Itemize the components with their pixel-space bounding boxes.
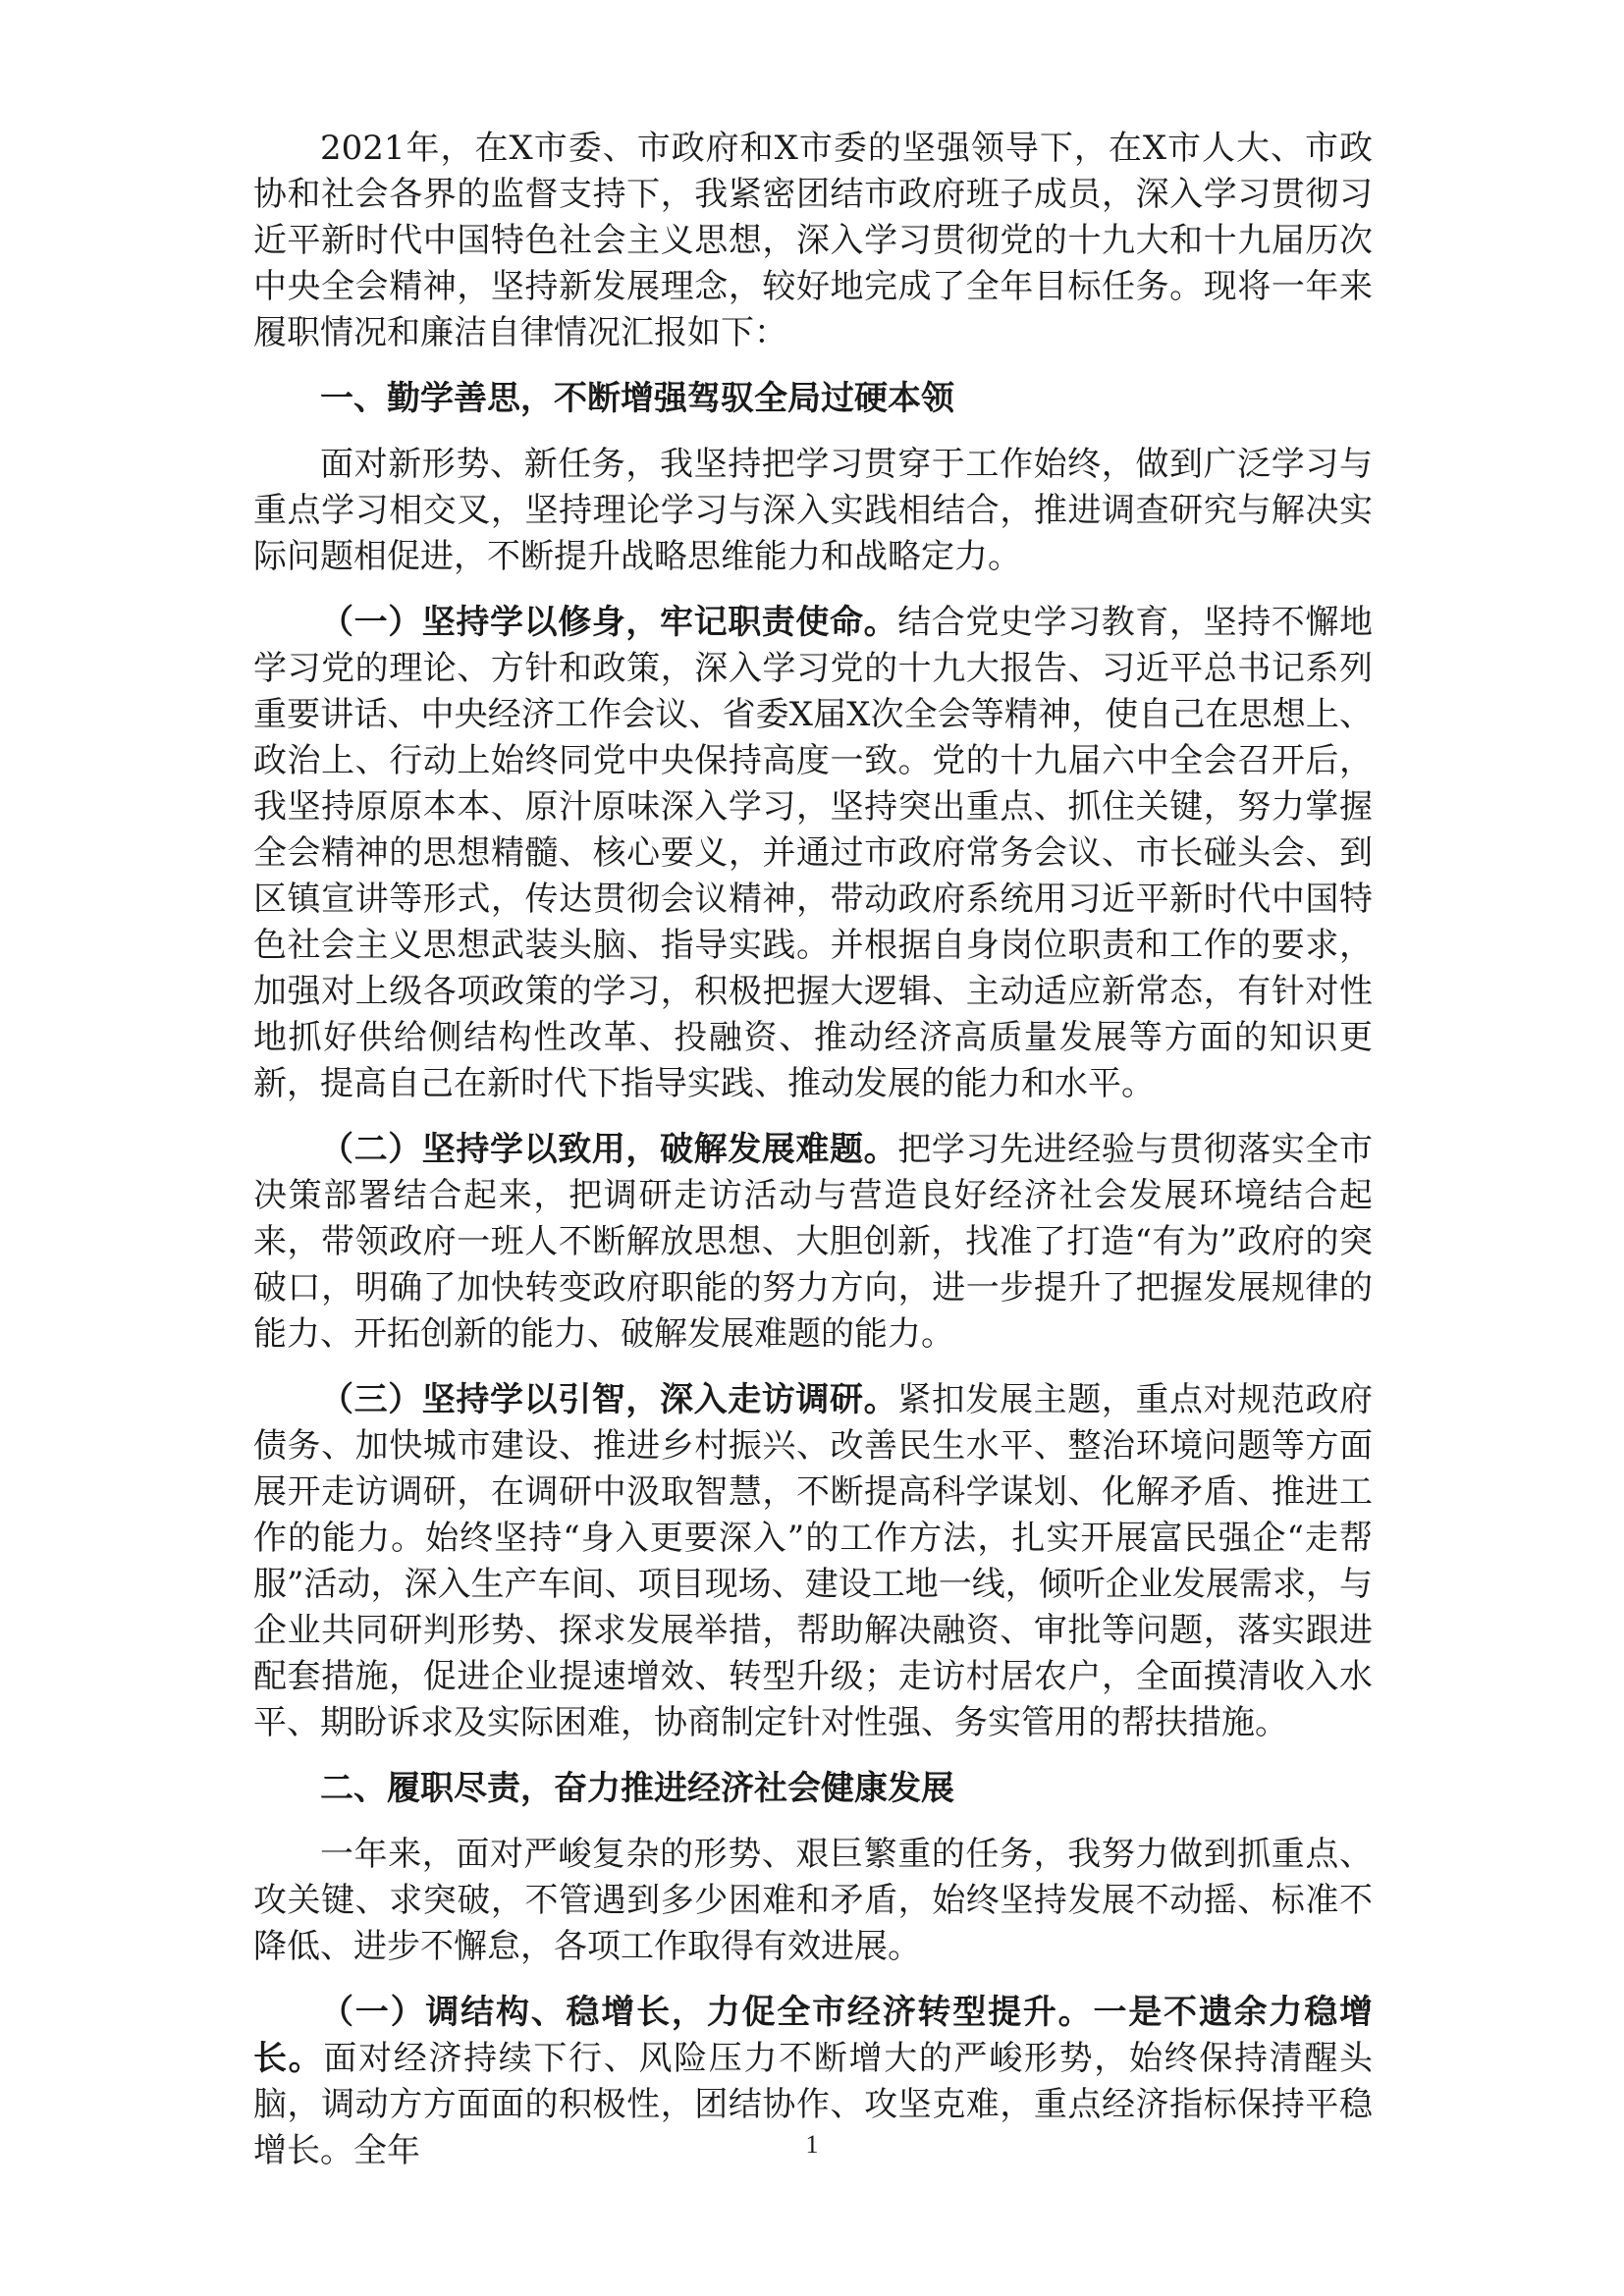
section-2-item-1-body: 面对经济持续下行、风险压力不断增大的严峻形势，始终保持清醒头脑，调动方方面面的积极性，团结协作、攻坚克难，重点经济指标保持平稳增长。全年 [253,2039,1374,2170]
section-1-item-1-lead: （一）坚持学以修身，牢记职责使命。 [320,603,898,642]
section-1-item-3-body: 紧扣发展主题，重点对规范政府债务、加快城市建设、推进乡村振兴、改善民生水平、整治环境问题等方面展开走访调研，在调研中汲取智慧，不断提高科学谋划、化解矛盾、推进工作的能力。始终坚持“身入更要深入”的工作方法，扎实开展富民强企“走帮服”活动，深入生产车间、项目现场、建设工地一线，倾听企业发展需求，与企业共同研判形势、探求发展举措，帮助解决融资、审批等问题，落实跟进配套措施，促进企业提速增效、转型升级；走访村居农户，全面摸清收入水平、期盼诉求及实际困难，协商制定针对性强、务实管用的帮扶措施。 [253,1380,1374,1742]
section-2-intro: 一年来，面对严峻复杂的形势、艰巨繁重的任务，我努力做到抓重点、攻关键、求突破，不管遇到多少困难和矛盾，始终坚持发展不动摇、标准不降低、进步不懈怠，各项工作取得有效进展。 [253,1835,1373,1966]
section-1-heading: 一、勤学善思，不断增强驾驭全局过硬本领 [320,379,954,418]
section-2-heading: 二、履职尽责，奋力推进经济社会健康发展 [320,1769,954,1808]
intro-paragraph: 2021年，在X市委、市政府和X市委的坚强领导下，在X市人大、市政协和社会各界的监督支持下，我紧密团结市政府班子成员，深入学习贯彻习近平新时代中国特色社会主义思想，深入学习贯彻党的十九大和十九届历次中央全会精神，坚持新发展理念，较好地完成了全年目标任务。现将一年来履职情况和廉洁自律情况汇报如下： [253,129,1373,352]
document-body [253,126,1373,2194]
section-1-item-3 [253,1377,1373,1746]
section-1-intro: 面对新形势、新任务，我坚持把学习贯穿于工作始终，做到广泛学习与重点学习相交叉，坚持理论学习与深入实践相结合，推进调查研究与解决实际问题相促进，不断提升战略思维能力和战略定力。 [253,445,1373,576]
section-1-item-2-lead: （二）坚持学以致用，破解发展难题。 [320,1130,898,1169]
page-number: 1 [805,2130,819,2159]
section-1-item-2 [253,1127,1373,1358]
section-1-item-2-body: 把学习先进经验与贯彻落实全市决策部署结合起来，把调研走访活动与营造良好经济社会发展环境结合起来，带领政府一班人不断解放思想、大胆创新，找准了打造“有为”政府的突破口，明确了加快转变政府职能的努力方向，进一步提升了把握发展规律的能力、开拓创新的能力、破解发展难题的能力。 [253,1130,1374,1354]
section-1-item-1 [253,600,1373,1107]
section-2-item-1-lead: （一）调结构、稳增长，力促全市经济转型提升。一是不遗余力稳增长。 [253,1993,1373,2078]
section-1-item-1-body: 结合党史学习教育，坚持不懈地学习党的理论、方针和政策，深入学习党的十九大报告、习近平总书记系列重要讲话、中央经济工作会议、省委X届X次全会等精神，使自己在思想上、政治上、行动上始终同党中央保持高度一致。党的十九届六中全会召开后，我坚持原原本本、原汁原味深入学习，坚持突出重点、抓住关键，努力掌握全会精神的思想精髓、核心要义，并通过市政府常务会议、市长碰头会、到区镇宣讲等形式，传达贯彻会议精神，带动政府系统用习近平新时代中国特色社会主义思想武装头脑、指导实践。并根据自身岗位职责和工作的要求，加强对上级各项政策的学习，积极把握大逻辑、主动适应新常态，有针对性地抓好供给侧结构性改革、投融资、推动经济高质量发展等方面的知识更新，提高自己在新时代下指导实践、推动发展的能力和水平。 [253,603,1374,1103]
section-1-item-3-lead: （三）坚持学以引智，深入走访调研。 [320,1380,898,1419]
